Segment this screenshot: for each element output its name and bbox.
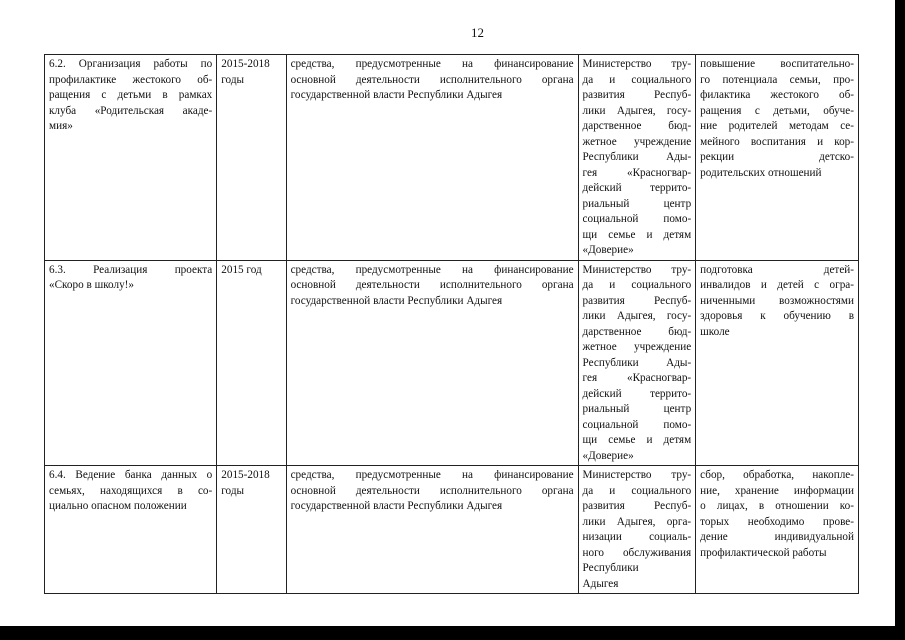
- table-row: [45, 260, 859, 466]
- cell-line: ного обслуживания: [582, 546, 692, 559]
- cell-line: годы: [221, 484, 245, 497]
- cell-line: «Доверие»: [582, 449, 634, 462]
- cell-line: дейский террито-: [582, 387, 692, 400]
- cell-line: циально опасном положении: [49, 500, 187, 512]
- cell-line: лики Адыгея, госу-: [582, 104, 692, 117]
- cell-line: мия»: [49, 120, 73, 132]
- cell-line: ращения с детьми, обуче-: [700, 104, 854, 117]
- cell-line: о лицах, в отношении ко-: [700, 500, 854, 512]
- cell-line: лики Адыгея, орга-: [582, 515, 692, 528]
- cell-line: 6.4. Ведение банка данных о: [49, 469, 213, 481]
- cell-line: Министерство тру-: [582, 263, 692, 276]
- result-cell: [696, 55, 859, 261]
- cell-line: государственной власти Республики Адыгея: [290, 500, 503, 512]
- cell-line: дение индивидуальной: [700, 531, 854, 543]
- cell-line: Республики: [582, 562, 639, 574]
- cell-line: основной деятельности исполнительного органа: [290, 73, 574, 86]
- cell-line: профилактической работы: [700, 546, 827, 559]
- cell-line: государственной власти Республики Адыгея: [290, 294, 503, 307]
- cell-line: Министерство тру-: [582, 58, 692, 70]
- cell-line: основной деятельности исполнительного органа: [290, 484, 574, 497]
- result-cell: [696, 260, 859, 466]
- cell-line: жетное учреждение: [582, 135, 692, 148]
- cell-line: «Скоро в школу!»: [49, 279, 135, 291]
- cell-line: рекции детско-: [700, 151, 854, 163]
- cell-line: социальной помо-: [582, 213, 692, 225]
- cell-line: средства, предусмотренные на финансирование: [290, 263, 574, 276]
- cell-line: риальный центр: [582, 403, 692, 415]
- scan-border-bottom: [0, 626, 905, 640]
- funding-cell: [286, 466, 578, 594]
- cell-line: мейного воспитания и кор-: [700, 135, 854, 148]
- cell-line: 2015-2018: [221, 469, 270, 481]
- cell-line: 2015-2018: [221, 58, 270, 70]
- cell-line: риальный центр: [582, 197, 692, 210]
- cell-line: профилактике жестокого об-: [49, 73, 213, 86]
- period-cell: [217, 466, 286, 594]
- scan-border-right: [895, 0, 905, 640]
- cell-line: Республики Ады-: [582, 151, 692, 163]
- cell-line: низации социаль-: [582, 531, 692, 543]
- cell-line: развития Респуб-: [582, 500, 692, 512]
- cell-line: социальной помо-: [582, 418, 692, 431]
- cell-line: инвалидов и детей с огра-: [700, 279, 854, 291]
- cell-line: подготовка детей-: [700, 263, 854, 276]
- cell-line: щи семье и детям: [582, 434, 692, 446]
- activity-cell: [45, 466, 217, 594]
- page-number: 12: [471, 25, 484, 40]
- cell-line: дарственное бюд-: [582, 120, 692, 132]
- cell-line: основной деятельности исполнительного органа: [290, 279, 574, 291]
- cell-line: 2015 год: [221, 263, 262, 276]
- period-cell: [217, 260, 286, 466]
- measures-table: [44, 54, 859, 594]
- cell-line: здоровья к обучению в: [700, 310, 854, 322]
- activity-cell: [45, 55, 217, 261]
- table-row: [45, 466, 859, 594]
- executor-cell: [578, 466, 696, 594]
- cell-line: семьях, находящихся в со-: [49, 484, 213, 497]
- cell-line: повышение воспитательно-: [700, 58, 854, 70]
- cell-line: средства, предусмотренные на финансирование: [290, 469, 574, 481]
- executor-cell: [578, 260, 696, 466]
- cell-line: да и социального: [582, 73, 692, 86]
- cell-line: Министерство тру-: [582, 469, 692, 481]
- result-cell: [696, 466, 859, 594]
- cell-line: ние родителей методам се-: [700, 120, 854, 132]
- cell-line: 6.2. Организация работы по: [49, 58, 213, 70]
- cell-line: Республики Ады-: [582, 356, 692, 369]
- cell-line: лики Адыгея, госу-: [582, 310, 692, 322]
- cell-line: филактика жестокого об-: [700, 89, 854, 101]
- executor-cell: [578, 55, 696, 261]
- cell-line: щи семье и детям: [582, 228, 692, 241]
- cell-line: родительских отношений: [700, 166, 822, 179]
- cell-line: сбор, обработка, накопле-: [700, 469, 854, 481]
- cell-line: школе: [700, 325, 730, 338]
- cell-line: развития Респуб-: [582, 89, 692, 101]
- cell-line: средства, предусмотренные на финансирование: [290, 58, 574, 70]
- cell-line: да и социального: [582, 484, 692, 497]
- activity-cell: [45, 260, 217, 466]
- cell-line: годы: [221, 73, 245, 86]
- cell-line: ниченными возможностями: [700, 294, 854, 307]
- cell-line: развития Респуб-: [582, 294, 692, 307]
- funding-cell: [286, 55, 578, 261]
- cell-line: ние, хранение информации: [700, 484, 854, 497]
- table-row: [45, 55, 859, 261]
- cell-line: клуба «Родительская акаде-: [49, 104, 213, 117]
- funding-cell: [286, 260, 578, 466]
- cell-line: гея «Красногвар-: [582, 166, 692, 179]
- cell-line: да и социального: [582, 279, 692, 291]
- cell-line: Адыгея: [582, 577, 619, 590]
- cell-line: 6.3. Реализация проекта: [49, 263, 213, 276]
- cell-line: государственной власти Республики Адыгея: [290, 89, 503, 101]
- cell-line: «Доверие»: [582, 244, 634, 256]
- cell-line: ращения с детьми в рамках: [49, 89, 213, 101]
- cell-line: дейский террито-: [582, 182, 692, 194]
- cell-line: гея «Красногвар-: [582, 372, 692, 384]
- period-cell: [217, 55, 286, 261]
- cell-line: го потенциала семьи, про-: [700, 73, 854, 86]
- cell-line: жетное учреждение: [582, 341, 692, 353]
- cell-line: торых необходимо прове-: [700, 515, 854, 528]
- cell-line: дарственное бюд-: [582, 325, 692, 338]
